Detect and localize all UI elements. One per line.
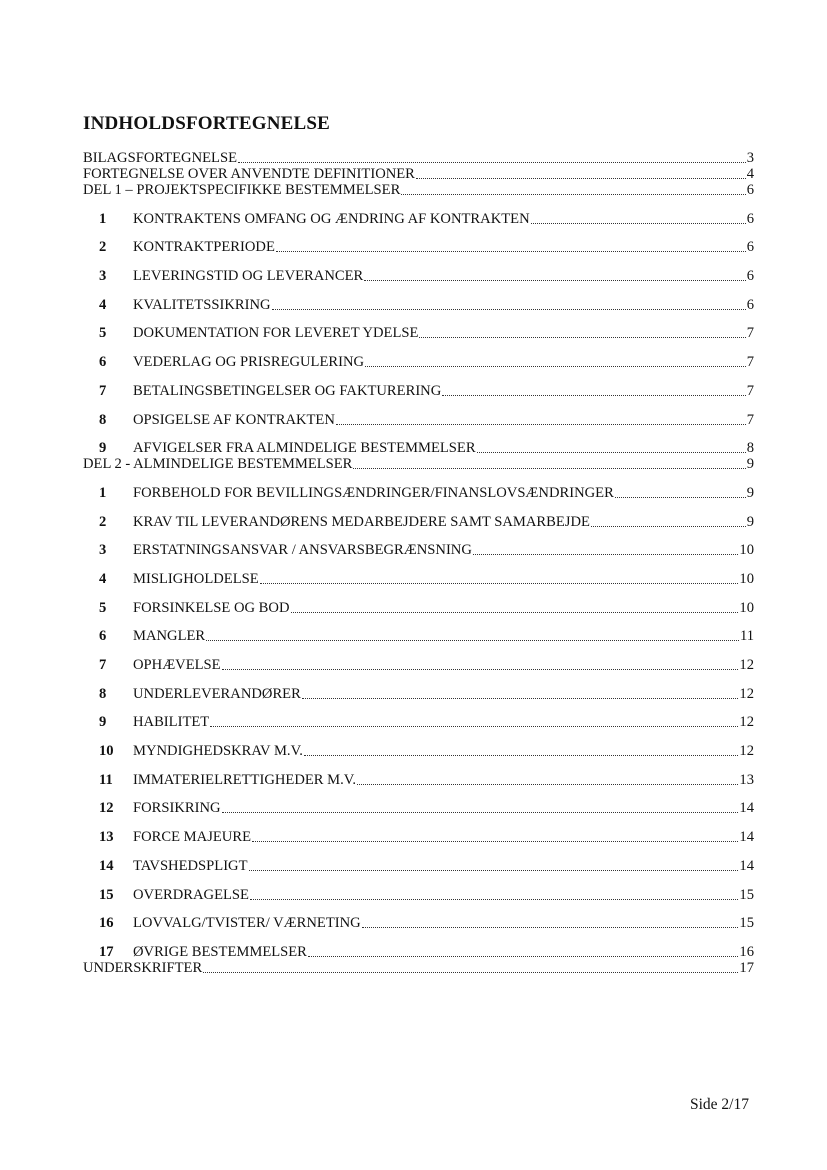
toc-entry-page: 12 (739, 657, 754, 673)
toc-entry-page: 9 (746, 513, 754, 530)
toc-entry-page: 10 (739, 542, 754, 559)
dot-leader (302, 698, 739, 699)
toc-entry-number: 13 (99, 829, 114, 846)
dot-leader (238, 162, 746, 163)
dot-leader (203, 972, 738, 973)
toc-entry[interactable] (83, 255, 754, 284)
dot-leader (210, 726, 738, 727)
toc-entry-number: 2 (99, 239, 107, 256)
toc-entry[interactable] (83, 587, 754, 616)
dot-leader (249, 870, 739, 871)
toc-entry-number: 15 (99, 886, 114, 903)
toc-entry-number: 7 (99, 382, 107, 399)
toc-entry-number: 4 (99, 570, 107, 587)
toc-entry-label: MANGLER (133, 628, 206, 645)
toc-entry-number: 9 (99, 714, 107, 731)
dot-leader (206, 640, 739, 641)
dot-leader (416, 178, 746, 179)
table-of-contents (83, 150, 754, 976)
toc-entry[interactable] (83, 845, 754, 874)
toc-entry-label: MISLIGHOLDELSE (133, 570, 259, 587)
toc-entry-label: ERSTATNINGSANSVAR / ANSVARSBEGRÆNSNING (133, 542, 472, 559)
toc-entry-label: BILAGSFORTEGNELSE (83, 150, 237, 166)
toc-entry-number: 6 (99, 628, 107, 645)
toc-entry[interactable] (83, 616, 754, 645)
toc-entry-page: 17 (739, 959, 754, 976)
toc-entry-label: ØVRIGE BESTEMMELSER (133, 943, 307, 960)
toc-entry-label: FORTEGNELSE OVER ANVENDTE DEFINITIONER (83, 166, 415, 182)
toc-entry-page: 8 (746, 440, 754, 457)
toc-entry-page: 7 (746, 411, 754, 428)
toc-entry-page: 10 (739, 599, 754, 616)
toc-entry-page: 6 (746, 210, 754, 227)
toc-entry-page: 6 (746, 268, 754, 285)
toc-entry-number: 1 (99, 210, 107, 227)
dot-leader (308, 956, 738, 957)
dot-leader (291, 612, 739, 613)
toc-entry-page: 6 (746, 239, 754, 256)
toc-entry-label: LOVVALG/TVISTER/ VÆRNETING (133, 915, 361, 932)
toc-entry-number: 16 (99, 915, 114, 932)
toc-entry[interactable] (83, 816, 754, 845)
toc-entry-page: 11 (739, 628, 754, 645)
toc-entry-label: LEVERINGSTID OG LEVERANCER (133, 268, 364, 285)
dot-leader (304, 755, 739, 756)
toc-entry-number: 7 (99, 657, 107, 673)
toc-entry-label: VEDERLAG OG PRISREGULERING (133, 354, 365, 371)
toc-entry[interactable] (83, 960, 754, 976)
dot-leader (260, 583, 739, 584)
page-title: INDHOLDSFORTEGNELSE (83, 113, 331, 134)
toc-entry-page: 10 (739, 570, 754, 587)
dot-leader (336, 424, 746, 425)
toc-entry[interactable] (83, 198, 754, 227)
toc-entry-label: FORSINKELSE OG BOD (133, 599, 290, 616)
toc-entry-page: 6 (746, 182, 754, 198)
dot-leader (357, 784, 738, 785)
toc-entry-label: AFVIGELSER FRA ALMINDELIGE BESTEMMELSER (133, 440, 476, 457)
toc-entry-label: OPSIGELSE AF KONTRAKTEN (133, 411, 335, 428)
dot-leader (252, 841, 738, 842)
dot-leader (419, 337, 745, 338)
toc-entry-label: KRAV TIL LEVERANDØRENS MEDARBEJDERE SAMT SAMARBEJDE (133, 513, 590, 530)
toc-entry[interactable] (83, 644, 754, 673)
toc-entry-label: HABILITET (133, 714, 210, 731)
toc-entry-label: BETALINGSBETINGELSER OG FAKTURERING (133, 382, 442, 399)
toc-entry-number: 3 (99, 268, 107, 285)
toc-entry[interactable] (83, 903, 754, 932)
toc-entry[interactable] (83, 428, 754, 457)
toc-entry-label: KONTRAKTPERIODE (133, 239, 275, 256)
toc-entry-number: 3 (99, 542, 107, 559)
toc-entry[interactable] (83, 558, 754, 587)
toc-entry[interactable] (83, 673, 754, 702)
toc-entry-label: UNDERSKRIFTER (83, 959, 203, 976)
toc-entry-label: OPHÆVELSE (133, 657, 221, 673)
dot-leader (222, 812, 739, 813)
toc-entry-page: 12 (739, 685, 754, 702)
toc-entry-number: 11 (99, 771, 113, 788)
toc-entry-page: 7 (746, 354, 754, 371)
toc-entry-page: 7 (746, 325, 754, 342)
dot-leader (591, 526, 746, 527)
dot-leader (401, 194, 745, 195)
toc-entry[interactable] (83, 472, 754, 501)
toc-entry-number: 12 (99, 800, 114, 817)
toc-entry-page: 16 (739, 943, 754, 960)
toc-entry[interactable] (83, 874, 754, 903)
toc-entry-number: 14 (99, 857, 114, 874)
toc-entry-page: 15 (739, 886, 754, 903)
toc-entry-page: 3 (746, 150, 754, 166)
toc-entry[interactable] (83, 501, 754, 530)
toc-entry[interactable] (83, 227, 754, 256)
toc-entry[interactable] (83, 284, 754, 313)
toc-entry[interactable] (83, 399, 754, 428)
dot-leader (364, 280, 745, 281)
toc-entry-number: 5 (99, 599, 107, 616)
dot-leader (250, 899, 738, 900)
toc-entry-number: 6 (99, 354, 107, 371)
dot-leader (531, 223, 746, 224)
toc-entry-page: 15 (739, 915, 754, 932)
dot-leader (477, 452, 746, 453)
toc-entry[interactable] (83, 702, 754, 731)
toc-entry[interactable] (83, 730, 754, 759)
dot-leader (362, 927, 739, 928)
toc-entry-label: FORSIKRING (133, 800, 221, 817)
dot-leader (615, 497, 746, 498)
toc-entry[interactable] (83, 931, 754, 960)
toc-entry[interactable] (83, 759, 754, 788)
dot-leader (442, 395, 745, 396)
toc-entry-number: 10 (99, 743, 114, 760)
toc-entry-number: 2 (99, 513, 107, 530)
toc-entry-label: MYNDIGHEDSKRAV M.V. (133, 743, 303, 760)
toc-entry-number: 8 (99, 411, 107, 428)
toc-entry-label: FORCE MAJEURE (133, 829, 251, 846)
toc-entry[interactable] (83, 150, 754, 166)
toc-entry-number: 1 (99, 484, 107, 501)
toc-entry-number: 9 (99, 440, 107, 457)
toc-entry-label: TAVSHEDSPLIGT (133, 857, 248, 874)
toc-entry-label: IMMATERIELRETTIGHEDER M.V. (133, 771, 357, 788)
toc-entry[interactable] (83, 182, 754, 198)
toc-entry-label: FORBEHOLD FOR BEVILLINGSÆNDRINGER/FINANSLOVSÆNDRINGER (133, 484, 614, 501)
toc-entry-label: KONTRAKTENS OMFANG OG ÆNDRING AF KONTRAKTEN (133, 210, 530, 227)
dot-leader (353, 468, 745, 469)
toc-entry-page: 14 (739, 857, 754, 874)
toc-entry-number: 8 (99, 685, 107, 702)
toc-entry-number: 17 (99, 943, 114, 960)
dot-leader (222, 669, 739, 670)
toc-entry-page: 13 (739, 771, 754, 788)
dot-leader (365, 366, 746, 367)
dot-leader (276, 251, 746, 252)
toc-entry-page: 6 (746, 296, 754, 313)
toc-entry[interactable] (83, 456, 754, 472)
toc-entry[interactable] (83, 313, 754, 342)
toc-entry[interactable] (83, 788, 754, 817)
toc-entry-page: 9 (746, 456, 754, 473)
toc-entry-label: OVERDRAGELSE (133, 886, 249, 903)
dot-leader (473, 554, 739, 555)
toc-entry-label: DEL 1 – PROJEKTSPECIFIKKE BESTEMMELSER (83, 182, 401, 198)
toc-entry-number: 5 (99, 325, 107, 342)
toc-entry-label: UNDERLEVERANDØRER (133, 685, 301, 702)
toc-entry-label: DOKUMENTATION FOR LEVERET YDELSE (133, 325, 419, 342)
toc-entry[interactable] (83, 166, 754, 182)
toc-entry-number: 4 (99, 296, 107, 313)
toc-entry-page: 7 (746, 382, 754, 399)
toc-entry-page: 12 (739, 743, 754, 760)
toc-entry-page: 14 (739, 829, 754, 846)
dot-leader (272, 309, 746, 310)
toc-entry-page: 9 (746, 484, 754, 501)
toc-entry[interactable] (83, 341, 754, 370)
toc-entry[interactable] (83, 370, 754, 399)
toc-entry-page: 4 (746, 166, 754, 182)
toc-entry-label: DEL 2 - ALMINDELIGE BESTEMMELSER (83, 456, 353, 473)
toc-entry[interactable] (83, 530, 754, 559)
toc-entry-page: 12 (739, 714, 754, 731)
page-number-footer: Side 2/17 (690, 1096, 749, 1113)
toc-entry-label: KVALITETSSIKRING (133, 296, 271, 313)
toc-entry-page: 14 (739, 800, 754, 817)
